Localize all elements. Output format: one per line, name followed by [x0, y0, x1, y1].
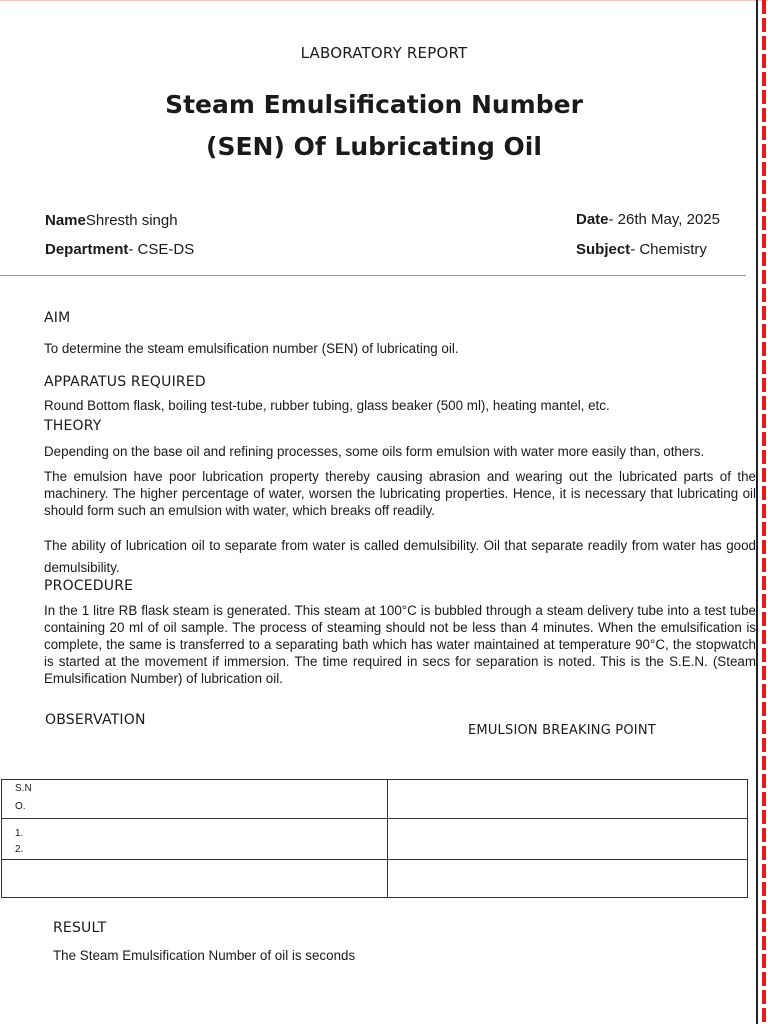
subject-label: Subject — [576, 241, 631, 258]
aim-text: To determine the steam emulsification number (SEN) of lubricating oil. — [44, 341, 459, 356]
department-field — [45, 241, 194, 258]
observation-heading: OBSERVATION — [45, 712, 146, 728]
name-value: Shresth singh — [85, 212, 178, 229]
sn-cell — [2, 860, 388, 898]
emulsion-column-label: EMULSION BREAKING POINT — [468, 723, 656, 738]
emulsion-value-cell — [388, 819, 748, 860]
sn-header-cell — [2, 780, 388, 819]
subject-field — [576, 241, 707, 258]
emulsion-value-cell — [388, 860, 748, 898]
date-value: - 26th May, 2025 — [608, 211, 720, 228]
theory-paragraph-2: The emulsion have poor lubrication property thereby causing abrasion and wearing out the lubricated parts of the machinery. The higher percentage of water, worsen the lubricating properties. Hence, it is necessary that lubricating oil should form such an emulsion with water, which breaks off readily. — [44, 469, 756, 518]
page-edge-dashed-line — [762, 0, 766, 1024]
procedure-heading: PROCEDURE — [44, 578, 134, 594]
report-title-line-2: (SEN) Of Lubricating Oil — [206, 132, 542, 161]
date-field — [576, 211, 720, 228]
subject-value: - Chemistry — [630, 241, 707, 258]
top-border — [0, 0, 768, 1]
row-number: 2. — [15, 844, 24, 855]
page-edge-line — [756, 0, 758, 1024]
apparatus-text: Round Bottom flask, boiling test-tube, rubber tubing, glass beaker (500 ml), heating mantel, etc. — [44, 398, 610, 413]
date-label: Date — [576, 211, 609, 228]
department-value: - CSE-DS — [128, 241, 195, 258]
theory-paragraph-3: The ability of lubrication oil to separate from water is called demulsibility. Oil that separate readily from water has good demulsibility. — [44, 538, 756, 575]
sn-cell — [2, 819, 388, 860]
table-row — [2, 819, 748, 860]
aim-heading: AIM — [44, 310, 71, 326]
header-divider — [0, 275, 746, 276]
procedure-text: In the 1 litre RB flask steam is generated. This steam at 100°C is bubbled through a steam delivery tube into a test tube containing 20 ml of oil sample. The process of steaming should not be less than 4 minutes. When the emulsification is complete, the same is transferred to a separating bath which has water maintained at temperature 90°C, the stopwatch is started at the movement if immersion. The time required in secs for separation is noted. This is the S.E.N. (Steam Emulsification Number) of lubrication oil. — [44, 603, 756, 686]
sn-header-line-2: O. — [15, 801, 26, 812]
table-row — [2, 780, 748, 819]
name-label: Name — [45, 212, 86, 229]
result-text: The Steam Emulsification Number of oil is seconds — [53, 948, 356, 963]
report-label: LABORATORY REPORT — [300, 44, 468, 62]
theory-paragraph-1: Depending on the base oil and refining processes, some oils form emulsion with water more easily than, others. — [44, 444, 705, 459]
table-row — [2, 860, 748, 898]
emulsion-header-cell — [388, 780, 748, 819]
row-number: 1. — [15, 828, 24, 839]
apparatus-heading: APPARATUS REQUIRED — [44, 374, 206, 390]
result-heading: RESULT — [53, 920, 107, 936]
theory-heading: THEORY — [44, 418, 102, 434]
sn-header-line-1: S.N — [15, 783, 32, 794]
observation-table — [1, 779, 748, 898]
department-label: Department — [45, 241, 129, 258]
name-field — [45, 212, 178, 229]
report-title-line-1: Steam Emulsification Number — [165, 90, 583, 119]
report-title — [0, 84, 748, 168]
